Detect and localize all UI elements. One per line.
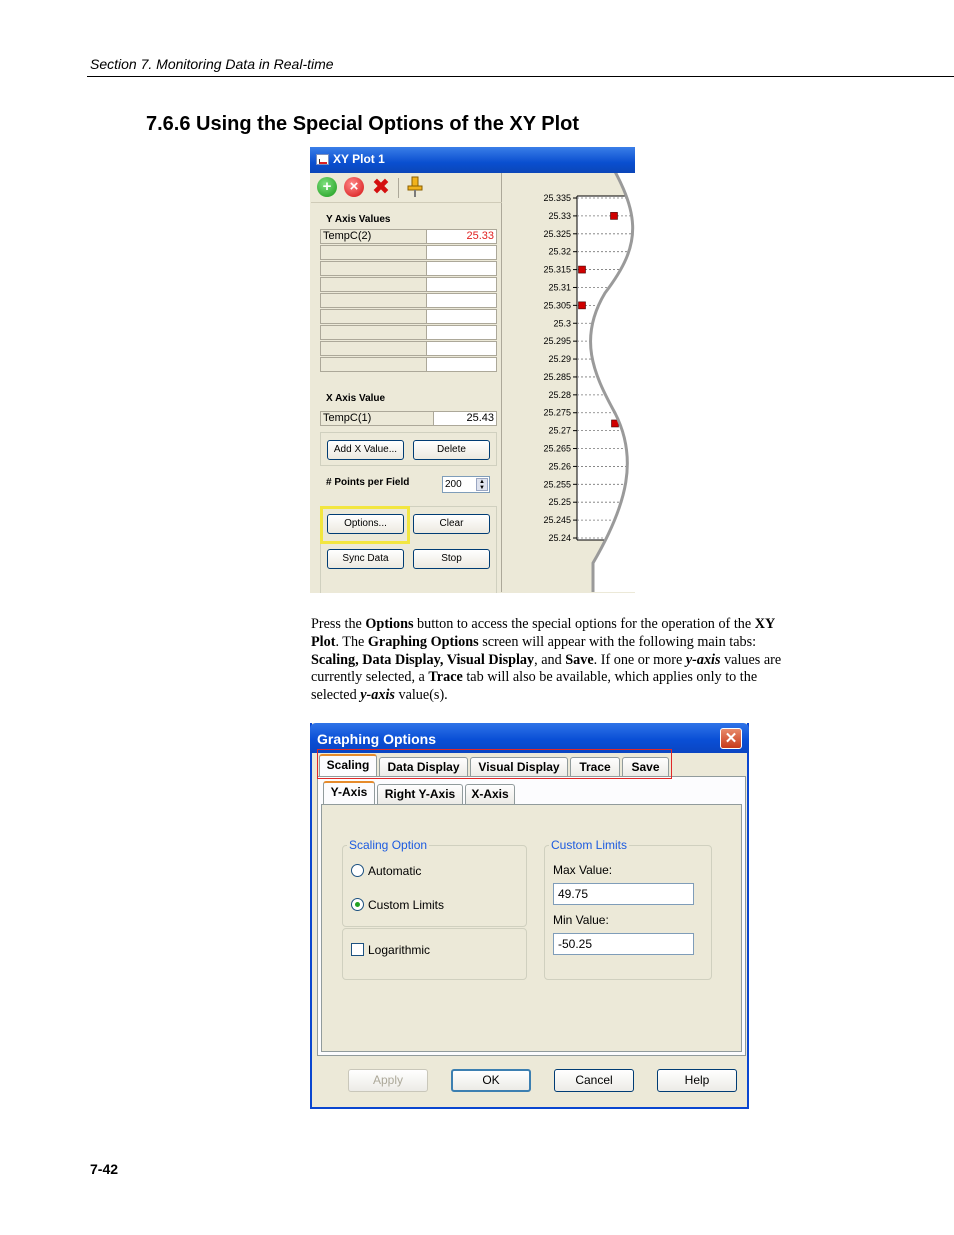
para-bold-options: Options xyxy=(365,616,414,632)
xy-plot-titlebar xyxy=(310,147,635,173)
xy-plot-controls-panel xyxy=(311,173,502,592)
remove-icon[interactable]: × xyxy=(344,177,364,197)
max-value-input[interactable]: 49.75 xyxy=(553,883,694,905)
y-tick-label: 25.245 xyxy=(543,515,571,526)
para-bold-tabs: Scaling, Data Display, Visual Display xyxy=(311,651,535,668)
y-tick-label: 25.295 xyxy=(543,336,571,347)
pin-icon[interactable] xyxy=(406,176,424,198)
scaling-option-group xyxy=(342,845,527,927)
spinner-arrows-icon[interactable]: ▲ ▼ xyxy=(476,478,488,491)
running-header: Section 7. Monitoring Data in Real-time xyxy=(90,56,334,72)
y-axis-value-cell xyxy=(426,245,497,260)
tab-y-axis[interactable]: Y-Axis xyxy=(323,781,375,804)
y-axis-value-cell xyxy=(426,357,497,372)
xy-plot-title: XY Plot 1 xyxy=(333,152,385,166)
logarithmic-label: Logarithmic xyxy=(368,943,431,957)
y-axis-value-cell xyxy=(426,309,497,324)
scaling-option-label: Scaling Option xyxy=(349,838,428,852)
data-point xyxy=(579,266,586,273)
y-tick-label: 25.285 xyxy=(543,371,571,382)
custom-limits-option-label: Custom Limits xyxy=(368,898,445,912)
para-text: screen will appear with the following main tabs: xyxy=(478,633,757,650)
y-axis-value-cell: 25.33 xyxy=(426,229,497,244)
y-tick-label: 25.27 xyxy=(548,425,571,436)
cancel-button[interactable]: Cancel xyxy=(554,1069,634,1092)
data-point xyxy=(611,212,618,219)
graphing-options-title: Graphing Options xyxy=(317,731,436,747)
y-axis-panel xyxy=(321,804,742,1052)
y-axis-value-cell xyxy=(426,341,497,356)
y-tick-label: 25.305 xyxy=(543,300,571,311)
y-tick-label: 25.25 xyxy=(548,497,571,508)
sync-data-button[interactable]: Sync Data xyxy=(327,549,404,569)
y-axis-name-cell[interactable] xyxy=(320,325,427,340)
y-tick-label: 25.26 xyxy=(548,461,571,472)
para-bold-italic-yaxis: y-axis xyxy=(360,687,395,704)
main-tabs-highlight xyxy=(317,749,672,779)
y-tick-label: 25.32 xyxy=(548,246,571,257)
min-value-input[interactable]: -50.25 xyxy=(553,933,694,955)
y-axis-name-cell[interactable] xyxy=(320,309,427,324)
xy-plot-chart xyxy=(503,173,635,592)
xy-plot-window-icon xyxy=(316,154,329,165)
help-button[interactable]: Help xyxy=(657,1069,737,1092)
y-axis-name-cell[interactable] xyxy=(320,293,427,308)
min-value-label: Min Value: xyxy=(553,913,609,927)
points-per-field-spinner[interactable] xyxy=(442,476,490,493)
scaling-tab-panel xyxy=(317,776,746,1056)
para-bold-graphing-options: Graphing Options xyxy=(367,633,479,650)
y-tick-label: 25.24 xyxy=(548,533,571,543)
y-tick-label: 25.315 xyxy=(543,264,571,275)
tab-visual-display[interactable]: Visual Display xyxy=(470,757,568,777)
section-heading: 7.6.6 Using the Special Options of the XY Plot xyxy=(146,113,580,135)
y-axis-name-cell[interactable]: TempC(2) xyxy=(320,229,427,244)
para-text: . The xyxy=(335,633,368,650)
points-per-field-label: # Points per Field xyxy=(326,477,410,488)
x-axis-name-cell[interactable]: TempC(1) xyxy=(320,411,434,426)
para-bold-trace: Trace xyxy=(428,669,463,686)
tab-right-y-axis[interactable]: Right Y-Axis xyxy=(377,784,463,804)
tab-data-display[interactable]: Data Display xyxy=(379,757,468,777)
y-tick-label: 25.275 xyxy=(543,407,571,418)
y-tick-label: 25.29 xyxy=(548,354,571,365)
custom-limits-radio[interactable] xyxy=(351,898,364,911)
header-rule xyxy=(87,76,954,77)
para-text: button to access the special options for the operation of the xyxy=(413,616,755,632)
y-tick-label: 25.325 xyxy=(543,228,571,239)
y-tick-label: 25.28 xyxy=(548,389,571,400)
body-paragraph xyxy=(311,616,805,705)
para-text: values are currently selected, a xyxy=(311,651,782,686)
xy-plot-toolbar xyxy=(311,173,502,203)
custom-limits-label: Custom Limits xyxy=(551,838,628,852)
y-tick-label: 25.335 xyxy=(543,193,571,203)
y-axis-value-cell xyxy=(426,277,497,292)
y-axis-name-cell[interactable] xyxy=(320,277,427,292)
tab-trace[interactable]: Trace xyxy=(570,757,620,777)
y-axis-value-cell xyxy=(426,261,497,276)
automatic-label: Automatic xyxy=(368,864,422,878)
page-number: 7-42 xyxy=(90,1161,119,1177)
y-tick-label: 25.33 xyxy=(548,210,571,221)
delete-button[interactable]: Delete xyxy=(413,440,490,460)
close-icon[interactable]: ✕ xyxy=(720,728,742,749)
add-x-value-button[interactable]: Add X Value... xyxy=(327,440,404,460)
para-bold-xyplot: XY Plot xyxy=(311,616,775,650)
data-point xyxy=(579,302,586,309)
add-icon[interactable]: + xyxy=(317,177,337,197)
clear-button[interactable]: Clear xyxy=(413,514,490,534)
y-axis-value-cell xyxy=(426,293,497,308)
graphing-options-window xyxy=(310,723,749,1109)
xy-plot-chart-area xyxy=(503,173,635,592)
stop-button[interactable]: Stop xyxy=(413,549,490,569)
para-text: tab will also be available, which applies only to the selected xyxy=(311,669,758,704)
delete-x-icon[interactable]: ✖ xyxy=(371,174,391,199)
x-axis-value-label: X Axis Value xyxy=(326,393,386,404)
apply-button[interactable]: Apply xyxy=(348,1069,428,1092)
para-text: value(s). xyxy=(394,687,448,704)
tab-scaling[interactable]: Scaling xyxy=(319,754,377,777)
y-axis-value-cell xyxy=(426,325,497,340)
x-axis-value-cell: 25.43 xyxy=(433,411,497,426)
tab-save[interactable]: Save xyxy=(622,757,669,777)
options-button[interactable]: Options... xyxy=(327,514,404,534)
xy-plot-window xyxy=(310,147,635,593)
toolbar-separator xyxy=(398,178,399,198)
para-bold-italic-yaxis: y-axis xyxy=(685,651,721,668)
y-tick-label: 25.3 xyxy=(553,318,571,329)
para-text: Press the xyxy=(311,616,366,632)
max-value-label: Max Value: xyxy=(553,863,613,877)
points-per-field-value: 200 xyxy=(445,479,462,490)
y-tick-label: 25.31 xyxy=(548,282,571,293)
para-text: , and xyxy=(534,651,566,668)
y-axis-name-cell[interactable] xyxy=(320,261,427,276)
y-axis-name-cell[interactable] xyxy=(320,245,427,260)
y-axis-name-cell[interactable] xyxy=(320,341,427,356)
para-text: . If one or more xyxy=(593,651,686,668)
y-tick-label: 25.265 xyxy=(543,443,571,454)
para-bold-save: Save xyxy=(565,651,594,668)
tab-x-axis[interactable]: X-Axis xyxy=(465,784,515,804)
y-axis-name-cell[interactable] xyxy=(320,357,427,372)
automatic-radio[interactable] xyxy=(351,864,364,877)
logarithmic-checkbox[interactable] xyxy=(351,943,364,956)
y-tick-label: 25.255 xyxy=(543,479,571,490)
ok-button[interactable]: OK xyxy=(451,1069,531,1092)
y-axis-values-label: Y Axis Values xyxy=(326,214,391,225)
